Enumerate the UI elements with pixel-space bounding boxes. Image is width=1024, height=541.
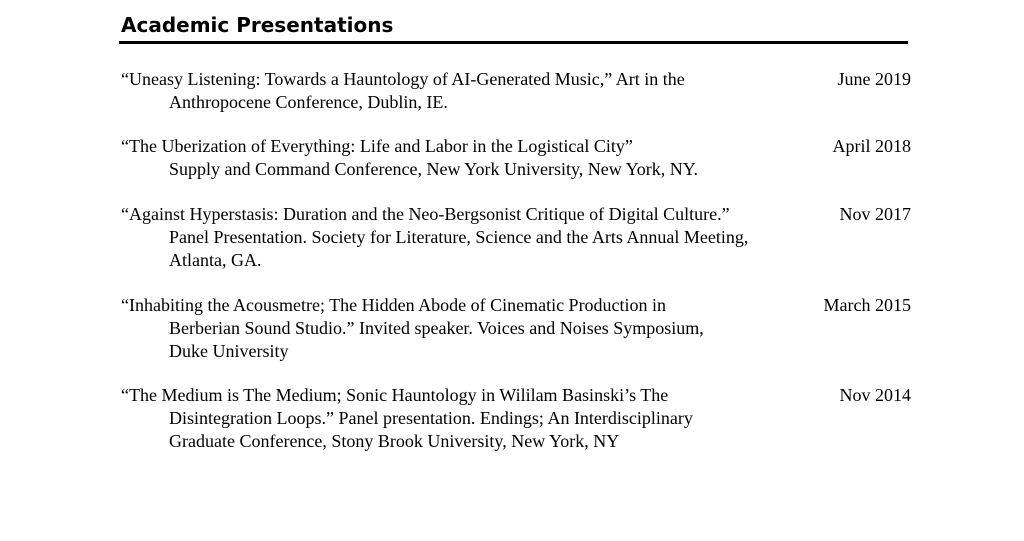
entry-date: March 2015 — [823, 295, 911, 315]
presentation-entry — [121, 135, 911, 181]
entry-detail-line: Panel Presentation. Society for Literature, Science and the Arts Annual Meeting, — [169, 227, 749, 247]
entry-title-line: “Inhabiting the Acousmetre; The Hidden Abode of Cinematic Production in — [121, 295, 667, 315]
entry-text — [121, 294, 801, 363]
presentation-entry — [121, 294, 911, 363]
entry-title-line: “The Medium is The Medium; Sonic Hauntology in Wililam Basinski’s The — [121, 385, 669, 405]
entry-date: Nov 2017 — [839, 204, 911, 224]
entry-title-line: “Against Hyperstasis: Duration and the Neo-Bergsonist Critique of Digital Culture.” — [121, 204, 730, 224]
entry-title-line: “The Uberization of Everything: Life and Labor in the Logistical City” — [121, 136, 633, 156]
entry-detail-line: Duke University — [169, 341, 289, 361]
presentation-entry — [121, 68, 911, 114]
entry-detail-line: Graduate Conference, Stony Brook University, New York, NY — [169, 431, 620, 451]
entry-date: June 2019 — [837, 69, 911, 89]
entry-date: Nov 2014 — [839, 385, 911, 405]
entry-text — [121, 135, 801, 181]
entry-detail-line: Atlanta, GA. — [169, 250, 262, 270]
entry-text — [121, 203, 801, 272]
section-title: Academic Presentations — [121, 13, 394, 37]
entry-detail-line: Berberian Sound Studio.” Invited speaker. Voices and Noises Symposium, — [169, 318, 704, 338]
presentation-entry — [121, 203, 911, 272]
entry-text — [121, 68, 801, 114]
entry-date: April 2018 — [832, 136, 911, 156]
entry-text — [121, 384, 801, 453]
presentation-entry — [121, 384, 911, 453]
entry-title-line: “Uneasy Listening: Towards a Hauntology of AI-Generated Music,” Art in the — [121, 69, 685, 89]
entry-detail-line: Supply and Command Conference, New York University, New York, NY. — [169, 159, 698, 179]
entry-detail-line: Disintegration Loops.” Panel presentation. Endings; An Interdisciplinary — [169, 408, 693, 428]
entry-detail-line: Anthropocene Conference, Dublin, IE. — [169, 92, 448, 112]
section-divider — [119, 41, 908, 44]
